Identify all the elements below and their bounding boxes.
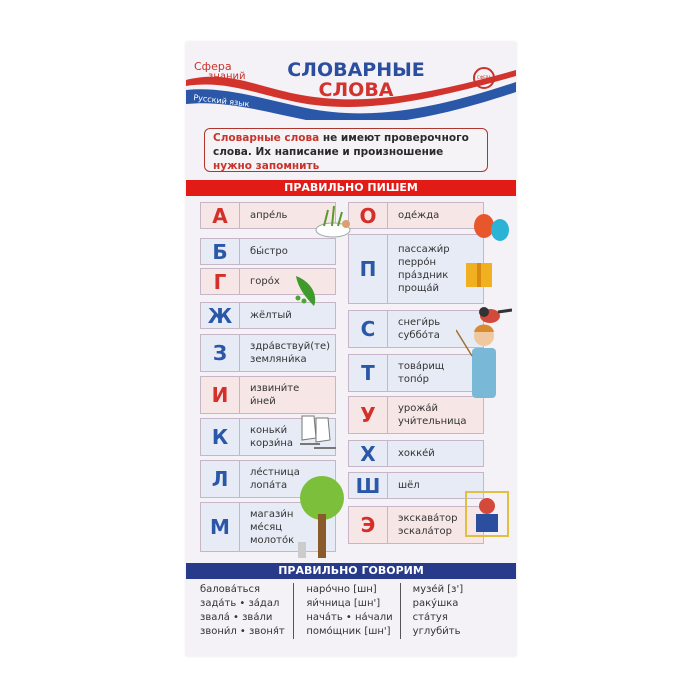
title-line2: СЛОВА <box>318 79 394 101</box>
dictionary-word: суббо́та <box>398 330 440 341</box>
pronunciation-item: наро́чно [шн] <box>306 584 377 595</box>
brand-line2: знаний <box>208 71 246 82</box>
rule-highlight-end: нужно запомнить <box>213 160 320 172</box>
dictionary-word: экскава́тор <box>398 513 458 524</box>
page-title <box>286 60 426 100</box>
pronunciation-item: ста́туя <box>412 612 448 623</box>
pronunciation-column-1 <box>196 583 293 639</box>
dictionary-word: жёлтый <box>250 310 292 321</box>
pronunciation-list <box>196 583 506 639</box>
dictionary-word: земляни́ка <box>250 354 307 365</box>
header <box>186 42 516 120</box>
dictionary-word: топо́р <box>398 374 429 385</box>
letter-row <box>348 440 484 467</box>
letter: П <box>349 235 388 303</box>
teacher-icon <box>456 322 508 432</box>
dictionary-words-card <box>186 42 516 656</box>
dictionary-word: бы́стро <box>250 246 288 257</box>
word-list <box>240 239 335 264</box>
word-list <box>240 377 335 413</box>
dictionary-word: лопа́та <box>250 480 288 491</box>
letter: З <box>201 335 240 371</box>
letter-row <box>200 376 336 414</box>
pronunciation-column-2 <box>293 583 399 639</box>
word-list <box>388 441 483 466</box>
tree-icon <box>296 474 348 562</box>
pronunciation-item: яи́чница [шн'] <box>306 598 381 609</box>
letter: Г <box>201 269 240 294</box>
globe-logo-icon: СФЕРА <box>473 67 495 89</box>
letter: М <box>201 503 240 551</box>
pronunciation-column-3 <box>400 583 506 639</box>
letter: К <box>201 419 240 455</box>
letter-row <box>200 334 336 372</box>
dictionary-word: учи́тельница <box>398 416 467 427</box>
word-list <box>388 203 483 228</box>
pronunciation-item: звони́л • звоня́т <box>200 626 285 637</box>
brand-line1: Сфера <box>194 60 232 73</box>
dictionary-word: снеги́рь <box>398 317 441 328</box>
title-line1: СЛОВАРНЫЕ <box>287 59 425 81</box>
dictionary-word: магази́н <box>250 508 294 520</box>
dictionary-word: апре́ль <box>250 210 288 221</box>
dictionary-word: перро́н <box>398 257 437 268</box>
hockey-goalie-icon <box>464 490 510 542</box>
word-list <box>240 335 335 371</box>
dictionary-word: молото́к <box>250 534 295 546</box>
gift-box-icon <box>464 255 496 291</box>
dictionary-word: эскала́тор <box>398 526 452 537</box>
rule-highlight: Словарные слова <box>213 132 320 144</box>
snowdrop-icon <box>314 202 352 238</box>
pronunciation-item: музе́й [з'] <box>412 584 464 595</box>
dictionary-word: и́ней <box>250 396 276 407</box>
pronunciation-item: звала́ • зва́ли <box>200 612 273 623</box>
dictionary-word: извини́те <box>250 383 300 394</box>
dictionary-word: горо́х <box>250 276 280 287</box>
dictionary-word: ме́сяц <box>250 521 283 533</box>
letter: С <box>349 311 388 347</box>
dictionary-word: ле́стница <box>250 467 300 478</box>
dictionary-word: корзи́на <box>250 438 293 449</box>
letter: Х <box>349 441 388 466</box>
dictionary-word: хокке́й <box>398 448 435 459</box>
dictionary-word: урожа́й <box>398 403 439 414</box>
write-section-title: ПРАВИЛЬНО ПИШЕМ <box>186 180 516 196</box>
skates-icon <box>298 412 338 452</box>
pronunciation-item: зада́ть • за́дал <box>200 598 280 609</box>
letter-row <box>200 238 336 265</box>
pronunciation-item: углуби́ть <box>412 626 461 637</box>
dictionary-word: шёл <box>398 480 420 491</box>
subject-label: Русский язык <box>192 93 250 109</box>
letter: Ш <box>349 473 388 498</box>
dictionary-word: оде́жда <box>398 210 440 221</box>
pronunciation-item: раку́шка <box>412 598 459 609</box>
letter-row <box>348 202 484 229</box>
dictionary-word: пра́здник <box>398 270 449 281</box>
letter: А <box>201 203 240 228</box>
letter: Э <box>349 507 388 543</box>
letter: Б <box>201 239 240 264</box>
dictionary-word: пассажи́р <box>398 244 450 255</box>
letter: У <box>349 397 388 433</box>
pronunciation-item: балова́ться <box>200 584 261 595</box>
letter: И <box>201 377 240 413</box>
dictionary-word: проща́й <box>398 283 440 294</box>
dictionary-word: това́рищ <box>398 361 445 372</box>
letter: Т <box>349 355 388 391</box>
letter: О <box>349 203 388 228</box>
pronunciation-item: нача́ть • на́чали <box>306 612 393 623</box>
dictionary-word: коньки́ <box>250 425 288 436</box>
speak-section-title: ПРАВИЛЬНО ГОВОРИМ <box>186 563 516 579</box>
rule-box <box>204 128 488 172</box>
pea-pod-icon <box>292 268 322 308</box>
brand-logo <box>194 62 246 82</box>
pronunciation-item: помо́щник [шн'] <box>306 626 391 637</box>
rule-text: не имеют проверочного слова. Их написание и произношение <box>213 132 469 158</box>
letter: Л <box>201 461 240 497</box>
letter: Ж <box>201 303 240 328</box>
balloons-icon <box>472 212 512 256</box>
dictionary-word: здра́вствуй(те) <box>250 341 331 352</box>
